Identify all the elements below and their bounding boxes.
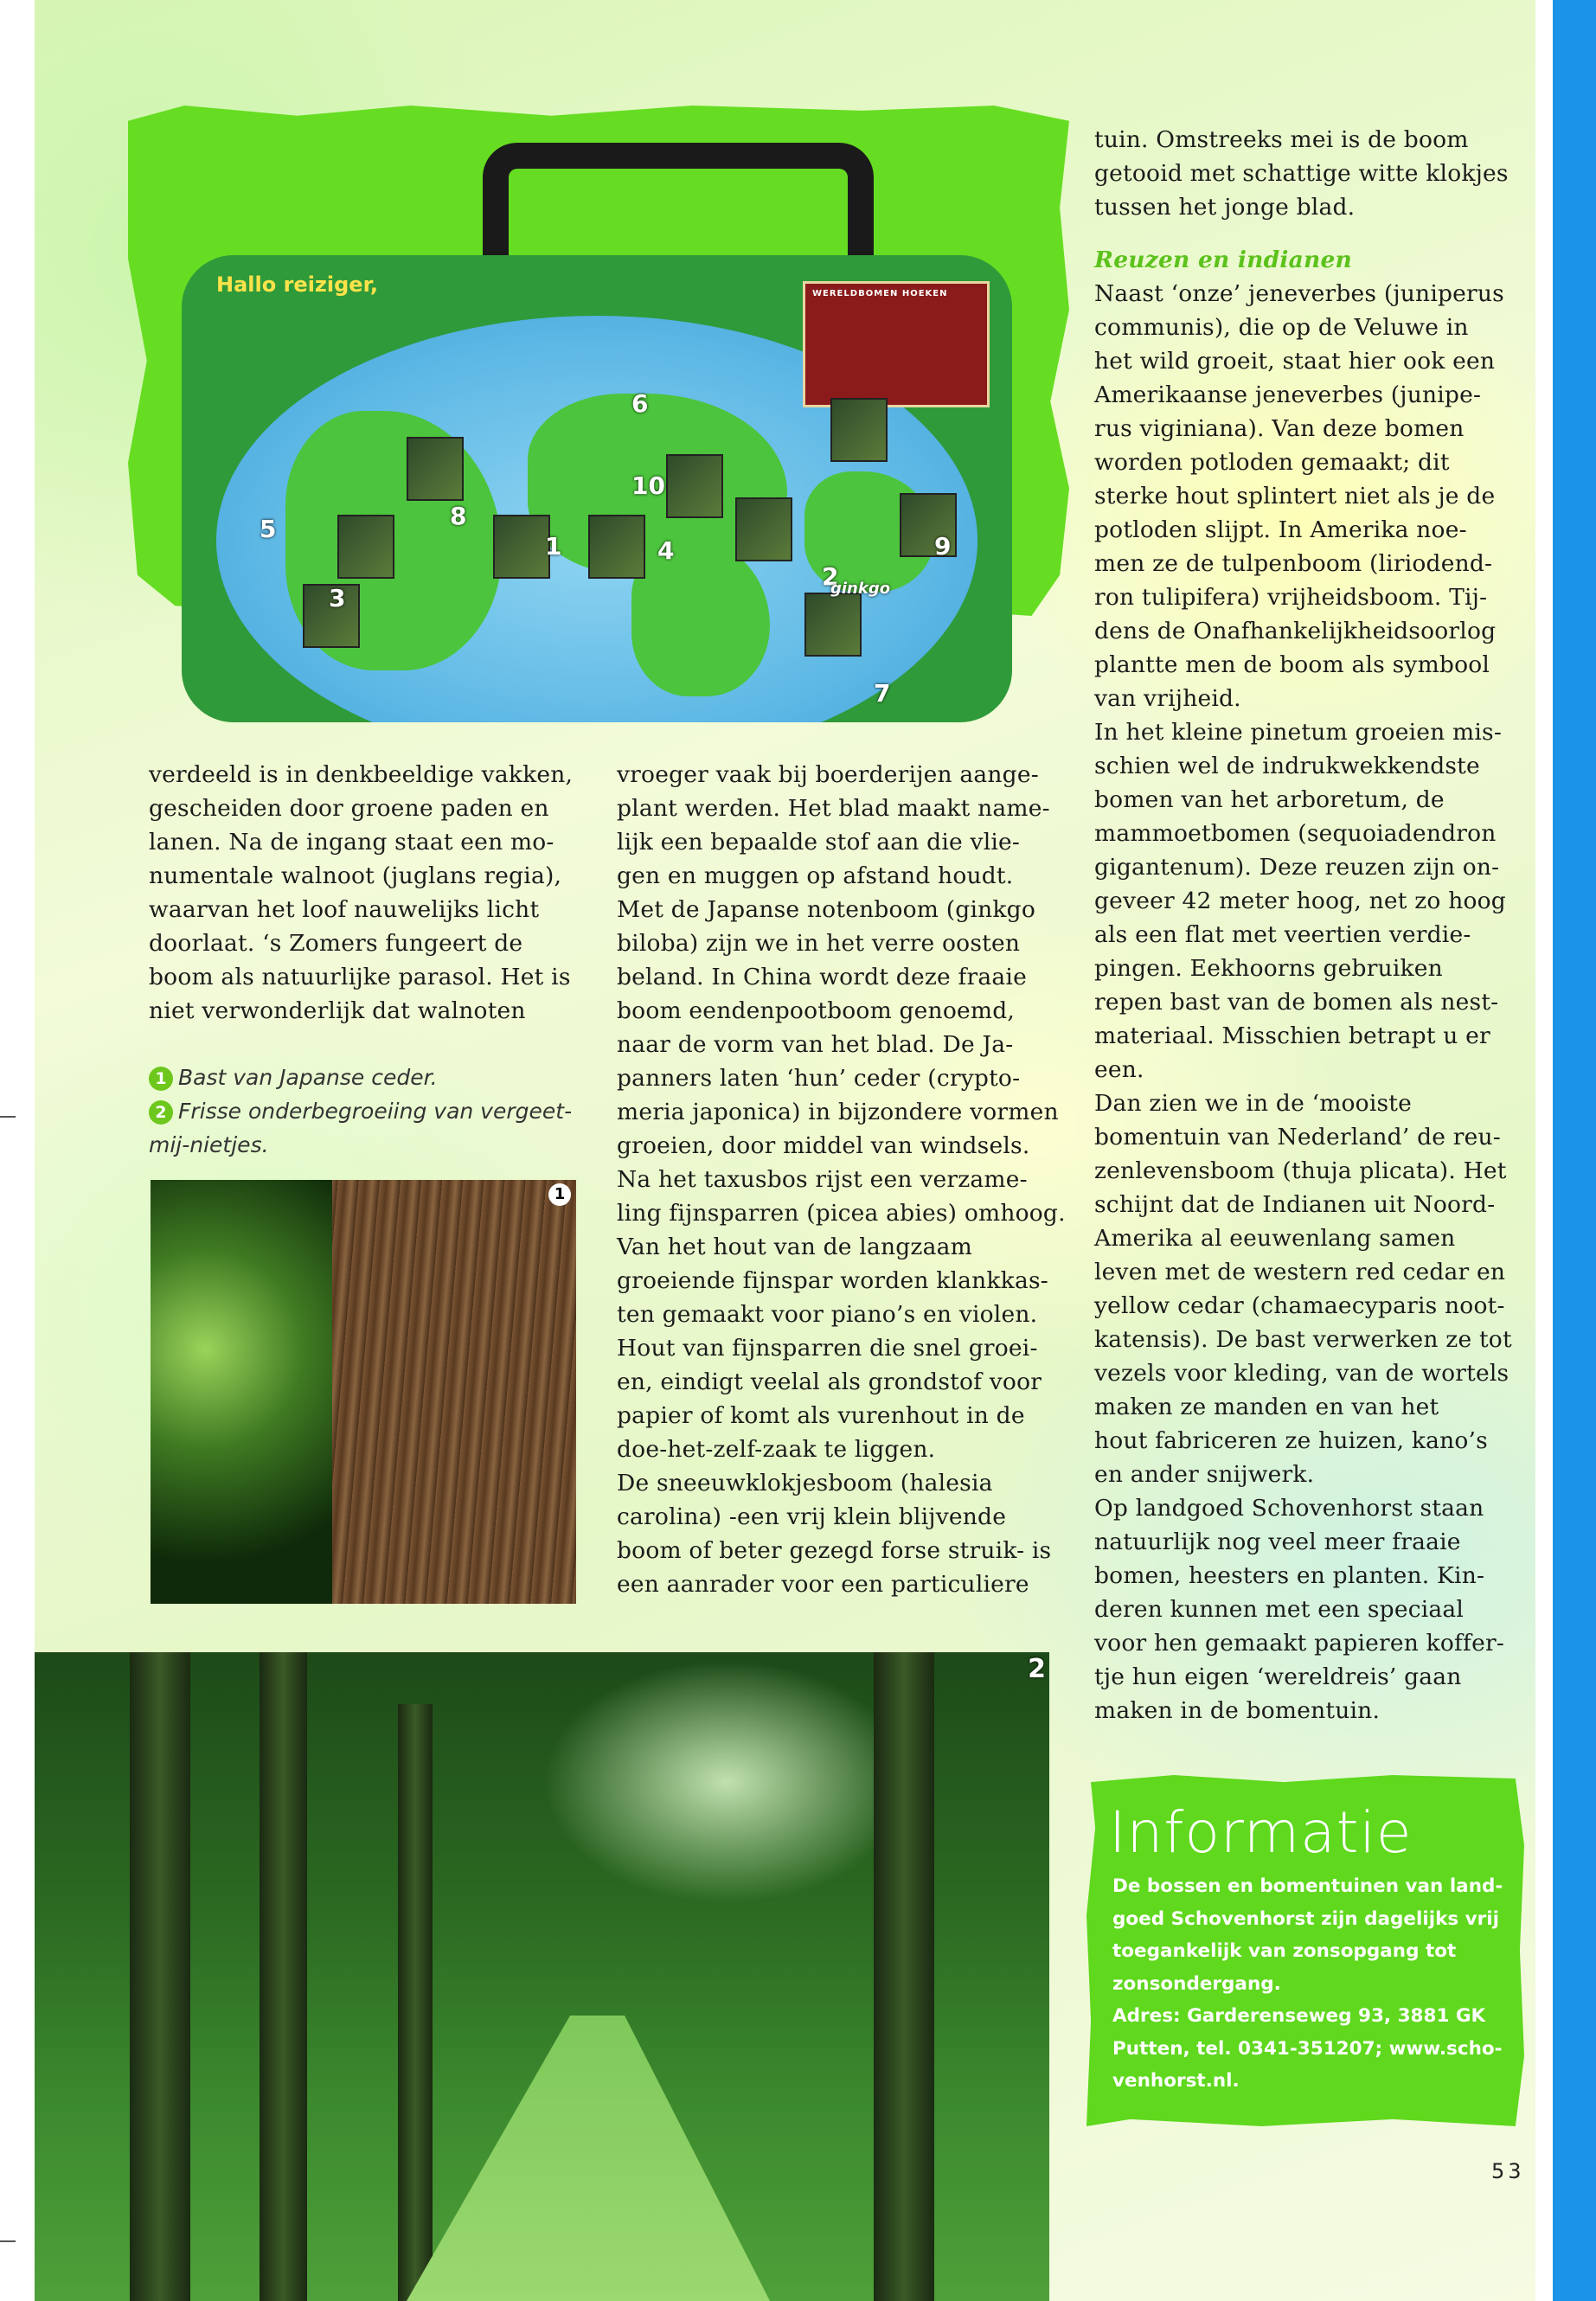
text-line: van vrijheid. — [1094, 685, 1241, 712]
info-title: Informatie — [1109, 1799, 1413, 1866]
text-line: hout fabriceren ze huizen, kano’s — [1094, 1427, 1488, 1454]
text-line: en ander snijwerk. — [1094, 1461, 1315, 1488]
column-2-text — [617, 758, 1067, 1601]
caption-number-badge: 1 — [149, 1067, 173, 1091]
text-line: tje hun eigen ‘wereldreis’ gaan — [1094, 1663, 1462, 1690]
text-line: gescheiden door groene paden en — [149, 795, 549, 822]
text-line: dens de Onafhankelijkheidsoorlog — [1094, 618, 1497, 644]
info-line: toegankelijk van zonsopgang tot — [1112, 1940, 1457, 1962]
text-line: een. — [1094, 1056, 1144, 1083]
section-heading: Reuzen en indianen — [1094, 247, 1352, 273]
page-number: 53 — [1491, 2159, 1525, 2183]
text-line: doorlaat. ‘s Zomers fungeert de — [149, 930, 523, 957]
text-line: zenlevensboom (thuja plicata). Het — [1094, 1157, 1507, 1184]
text-line: waarvan het loof nauwelijks licht — [149, 896, 540, 923]
text-line: het wild groeit, staat hier ook een — [1094, 348, 1496, 375]
text-line: bomen van het arboretum, de — [1094, 786, 1445, 813]
caption-text: Bast van Japanse ceder. — [178, 1065, 438, 1090]
text-line: leven met de western red cedar en — [1094, 1259, 1506, 1285]
column-3-text — [1094, 123, 1535, 1727]
text-line: rus viginiana). Van deze bomen — [1094, 415, 1465, 442]
map-number: 10 — [631, 471, 665, 500]
caption-2 — [149, 1094, 581, 1128]
caption-number-badge: 2 — [149, 1100, 173, 1125]
caption-2-continued: mij-nietjes. — [149, 1132, 269, 1157]
photo-number: 2 — [1028, 1654, 1046, 1684]
text-line: schien wel de indrukwekkendste — [1094, 753, 1480, 779]
text-line: meria japonica) in bijzondere vormen — [617, 1099, 1059, 1125]
spacer — [1094, 224, 1535, 243]
text-line: doe-het-zelf-zaak te liggen. — [617, 1436, 936, 1463]
tree-trunk — [260, 1652, 307, 2301]
text-line: gigantenum). Deze reuzen zijn on- — [1094, 854, 1500, 881]
text-line: mammoetbomen (sequoiadendron — [1094, 820, 1497, 847]
text-line: en, eindigt veelal als grondstof voor — [617, 1368, 1042, 1395]
text-line: Met de Japanse notenboom (ginkgo — [617, 896, 1035, 923]
crop-mark — [0, 2240, 16, 2242]
info-panel-red — [803, 281, 990, 407]
text-line: gen en muggen op afstand houdt. — [617, 862, 1014, 889]
photo-forest-lane — [35, 1652, 1049, 2301]
map-number: 3 — [329, 584, 346, 612]
text-line: tussen het jonge blad. — [1094, 194, 1356, 221]
text-line: sterke hout splintert niet als je de — [1094, 483, 1496, 510]
tree-photo-tile — [588, 515, 645, 579]
tree-trunk — [130, 1652, 190, 2301]
ivy-leaves — [151, 1180, 332, 1604]
blue-edge-strip — [1553, 0, 1596, 2301]
text-line: plantte men de boom als symbool — [1094, 651, 1490, 678]
text-line: Van het hout van de langzaam — [617, 1234, 972, 1260]
text-line: boom eendenpootboom genoemd, — [617, 997, 1015, 1024]
text-line: worden potloden gemaakt; dit — [1094, 449, 1450, 476]
text-line: ten gemaakt voor piano’s en violen. — [617, 1301, 1038, 1328]
text-line: maken in de bomentuin. — [1094, 1697, 1381, 1724]
text-line: men ze de tulpenboom (liriodend- — [1094, 550, 1493, 577]
map-number: 9 — [934, 532, 952, 561]
tree-trunk — [874, 1652, 934, 2301]
text-line: Na het taxusbos rijst een verzame- — [617, 1166, 1028, 1193]
text-line: beland. In China wordt deze fraaie — [617, 964, 1027, 990]
text-line: groeiende fijnspar worden klankkas- — [617, 1267, 1048, 1294]
map-number: 6 — [631, 389, 649, 418]
info-panel-title: WERELDBOMEN HOEKEN — [812, 289, 948, 298]
text-line: Op landgoed Schovenhorst staan — [1094, 1495, 1484, 1522]
map-number: 1 — [545, 532, 562, 561]
text-line: In het kleine pinetum groeien mis- — [1094, 719, 1502, 746]
text-line: vroeger vaak bij boerderijen aange- — [617, 761, 1039, 788]
map-number: 2 — [822, 562, 839, 591]
text-line: biloba) zijn we in het verre oosten — [617, 930, 1021, 957]
tree-photo-tile — [830, 398, 888, 462]
text-line: plant werden. Het blad maakt name- — [617, 795, 1050, 822]
text-line: lijk een bepaalde stof aan die vlie- — [617, 829, 1021, 856]
suitcase-title: Hallo reiziger, — [216, 272, 378, 297]
tree-photo-tile — [735, 497, 792, 561]
caption-1 — [149, 1061, 581, 1094]
right-margin — [1535, 0, 1554, 2301]
text-line: voor hen gemaakt papieren koffer- — [1094, 1630, 1504, 1657]
tree-trunk — [398, 1704, 433, 2301]
crop-mark — [0, 1116, 16, 1118]
text-line: boom of beter gezegd forse struik- is — [617, 1537, 1052, 1564]
text-line: vezels voor kleding, van de wortels — [1094, 1360, 1509, 1387]
column-1-text — [149, 758, 581, 1028]
text-line: carolina) -een vrij klein blijvende — [617, 1503, 1007, 1530]
text-line: numentale walnoot (juglans regia), — [149, 862, 562, 889]
info-line: zonsondergang. — [1112, 1972, 1281, 1995]
map-number: 8 — [450, 502, 467, 530]
map-number: 7 — [874, 679, 891, 708]
text-line: materiaal. Misschien betrapt u er — [1094, 1022, 1490, 1049]
text-line: communis), die op de Veluwe in — [1094, 314, 1469, 341]
left-margin — [0, 0, 35, 2301]
text-line: lanen. Na de ingang staat een mo- — [149, 829, 554, 856]
ginkgo-label: ginkgo — [830, 580, 891, 598]
text-line: Naast ‘onze’ jeneverbes (juniperus — [1094, 280, 1504, 307]
text-line: yellow cedar (chamaecyparis noot- — [1094, 1292, 1505, 1319]
photo-captions — [149, 1061, 581, 1162]
text-line: pingen. Eekhoorns gebruiken — [1094, 955, 1443, 982]
text-line: naar de vorm van het blad. De Ja- — [617, 1031, 1014, 1058]
text-line: papier of komt als vurenhout in de — [617, 1402, 1025, 1429]
text-line: repen bast van de bomen als nest- — [1094, 989, 1499, 1016]
text-line: bomen, heesters en planten. Kin- — [1094, 1562, 1485, 1589]
text-line: Dan zien we in de ‘mooiste — [1094, 1090, 1413, 1117]
text-line: verdeeld is in denkbeeldige vakken, — [149, 761, 574, 788]
text-line: maken ze manden en van het — [1094, 1394, 1439, 1420]
text-line: ron tulipifera) vrijheidsboom. Tij- — [1094, 584, 1488, 611]
map-number: 5 — [260, 515, 277, 543]
text-line: een aanrader voor een particuliere — [617, 1571, 1029, 1598]
info-line: venhorst.nl. — [1112, 2070, 1240, 2092]
info-line: goed Schovenhorst zijn dagelijks vrij — [1112, 1907, 1500, 1930]
forest-path — [407, 2016, 770, 2301]
caption-text: Frisse onderbegroeiing van vergeet- — [178, 1099, 573, 1124]
tree-photo-tile — [337, 515, 394, 579]
text-line: tuin. Omstreeks mei is de boom — [1094, 126, 1469, 153]
info-line: Adres: Garderenseweg 93, 3881 GK — [1112, 2005, 1486, 2027]
text-line: geveer 42 meter hoog, net zo hoog — [1094, 888, 1506, 914]
tree-photo-tile — [804, 593, 862, 657]
text-line: panners laten ‘hun’ ceder (crypto- — [617, 1065, 1021, 1092]
text-line: niet verwonderlijk dat walnoten — [149, 997, 526, 1024]
tree-photo-tile — [493, 515, 550, 579]
text-line: groeien, door middel van windsels. — [617, 1132, 1030, 1159]
text-line: potloden slijpt. In Amerika noe- — [1094, 516, 1467, 543]
text-line: Amerika al eeuwenlang samen — [1094, 1225, 1456, 1252]
text-line: natuurlijk nog veel meer fraaie — [1094, 1529, 1461, 1555]
info-text — [1112, 1870, 1505, 2098]
tree-photo-tile — [666, 454, 723, 518]
photo-number-badge: 1 — [548, 1183, 571, 1206]
tree-photo-tile — [407, 437, 464, 501]
suitcase-world-map-illustration — [182, 255, 1012, 722]
text-line: als een flat met veertien verdie- — [1094, 921, 1471, 948]
text-line: schijnt dat de Indianen uit Noord- — [1094, 1191, 1496, 1218]
map-number: 4 — [657, 536, 675, 565]
text-line: ling fijnsparren (picea abies) omhoog. — [617, 1200, 1066, 1227]
text-line: Hout van fijnsparren die snel groei- — [617, 1335, 1038, 1362]
text-line: deren kunnen met een speciaal — [1094, 1596, 1465, 1623]
photo-japanese-cedar-bark — [151, 1180, 576, 1604]
text-line: katensis). De bast verwerken ze tot — [1094, 1326, 1512, 1353]
text-line: De sneeuwklokjesboom (halesia — [617, 1470, 993, 1497]
text-line: getooid met schattige witte klokjes — [1094, 160, 1509, 187]
info-line: De bossen en bomentuinen van land- — [1112, 1875, 1503, 1897]
text-line: bomentuin van Nederland’ de reu- — [1094, 1124, 1501, 1150]
text-line: Amerikaanse jeneverbes (junipe- — [1094, 381, 1482, 408]
info-line: Putten, tel. 0341-351207; www.scho- — [1112, 2037, 1503, 2060]
text-line: boom als natuurlijke parasol. Het is — [149, 964, 571, 990]
